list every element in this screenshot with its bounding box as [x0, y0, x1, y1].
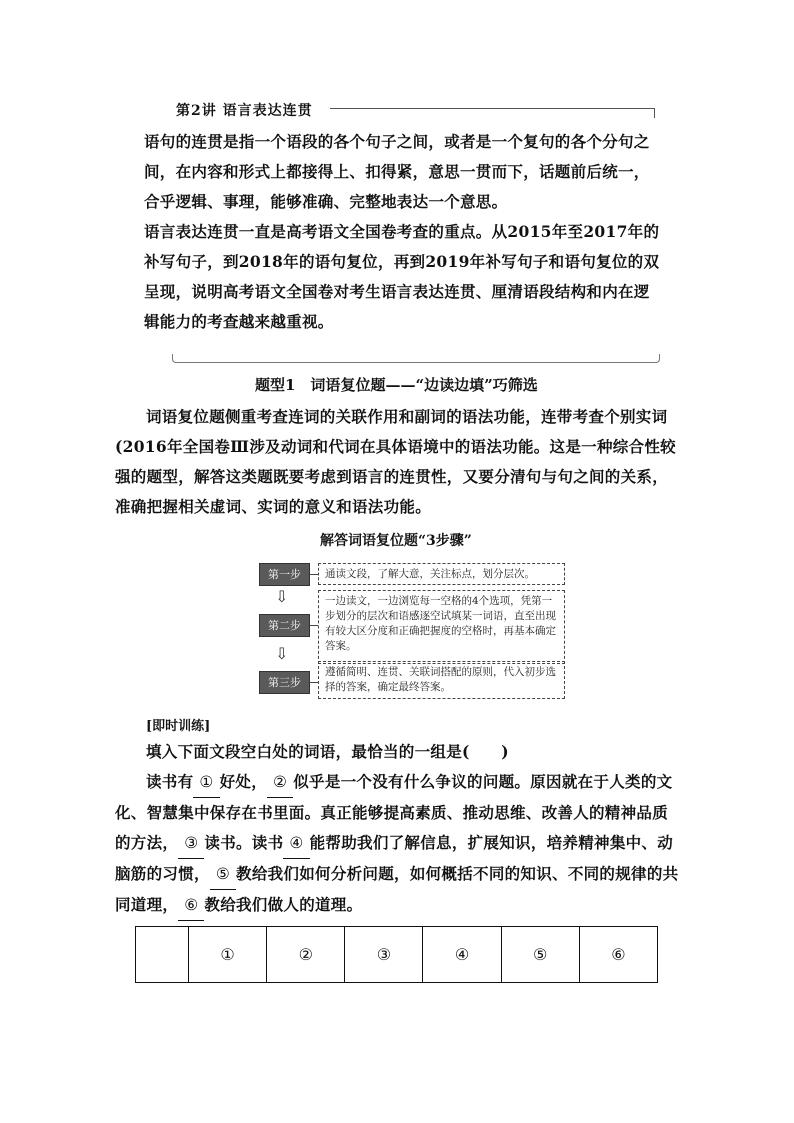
header-rule-tick	[654, 108, 655, 118]
question-passage: 读书有 ① 好处， ② 似乎是一个没有什么争议的问题。原因就在于人类的文化、智慧集中保存在书里面。真正能够提高素质、推动思维、改善人的精神品质的方法， ③ 读书。读书 ④ 能帮助我们了解信息，扩展知识，培养精神集中、动脑筋的习惯， ⑤ 教给我们如何分析问题，如何概括不同的知识、不同的规律的共同道理， ⑥ 教给我们做人的道理。	[115, 767, 683, 921]
down-arrow-icon: ⇩	[275, 587, 289, 606]
step-2-connector	[308, 625, 318, 626]
table-cell	[136, 927, 189, 983]
step-3-connector	[308, 682, 318, 683]
step-1-connector	[308, 574, 318, 575]
blank-5: ⑤	[210, 859, 236, 890]
step-2-label: 第二步	[259, 614, 310, 637]
section-paragraph: 词语复位题侧重考查连词的关联作用和副词的语法功能，连带考查个别实词(2016年全国卷Ⅲ涉及动词和代词在具体语境中的语法功能。这是一种综合性较强的题型，解答这类题既要考虑到语言的连贯性，又要分清句与句之间的关系，准确把握相关虚词、实词的意义和语法功能。	[115, 407, 676, 516]
section-title: 题型1 词语复位题——“边读边填”巧筛选	[255, 376, 538, 394]
step-1-label: 第一步	[259, 563, 310, 586]
table-cell: ②	[267, 927, 345, 983]
table-cell: ④	[423, 927, 501, 983]
table-cell: ③	[345, 927, 423, 983]
question-stem: 填入下面文段空白处的词语，最恰当的一组是( )	[146, 742, 509, 761]
table-cell: ⑥	[579, 927, 657, 983]
header-rule	[330, 108, 654, 109]
blank-3: ③	[178, 828, 204, 859]
intro-box-bottom-border	[172, 354, 660, 363]
table-row	[136, 927, 658, 983]
step-1-box: 通读文段，了解大意，关注标点，划分层次。	[318, 563, 565, 585]
step-2-box: 一边读文，一边浏览每一空格的4个选项，凭第一步划分的层次和语感逐空试填某一词语，直至出现有较大区分度和正确把握度的空格时，再基本确定答案。	[318, 590, 565, 664]
answer-table	[135, 926, 658, 983]
step-3-box: 遵循简明、连贯、关联词搭配的原则，代入初步选择的答案，确定最终答案。	[318, 661, 565, 699]
lesson-title: 第2讲 语言表达连贯	[176, 103, 313, 119]
blank-2: ②	[267, 767, 293, 798]
practice-label: [即时训练]	[146, 719, 211, 734]
intro-paragraph-2: 语言表达连贯一直是高考语文全国卷考查的重点。从2015年至2017年的补写句子，到2018年的语句复位，再到2019年补写句子和语句复位的双呈现，说明高考语文全国卷对考生语言表达连贯、厘清语段结构和内在逻辑能力的考查越来越重视。	[144, 222, 660, 331]
table-cell: ①	[189, 927, 267, 983]
flow-title: 解答词语复位题“3步骤”	[320, 533, 472, 549]
table-cell: ⑤	[501, 927, 579, 983]
blank-4: ④	[283, 828, 309, 859]
down-arrow-icon: ⇩	[275, 644, 289, 663]
blank-1: ①	[193, 767, 219, 798]
blank-6: ⑥	[178, 890, 204, 921]
step-3-label: 第三步	[259, 671, 310, 694]
intro-paragraph-1: 语句的连贯是指一个语段的各个句子之间，或者是一个复句的各个分句之间，在内容和形式上都接得上、扣得紧，意思一贯而下，话题前后统一，合乎逻辑、事理，能够准确、完整地表达一个意思。	[144, 132, 650, 211]
